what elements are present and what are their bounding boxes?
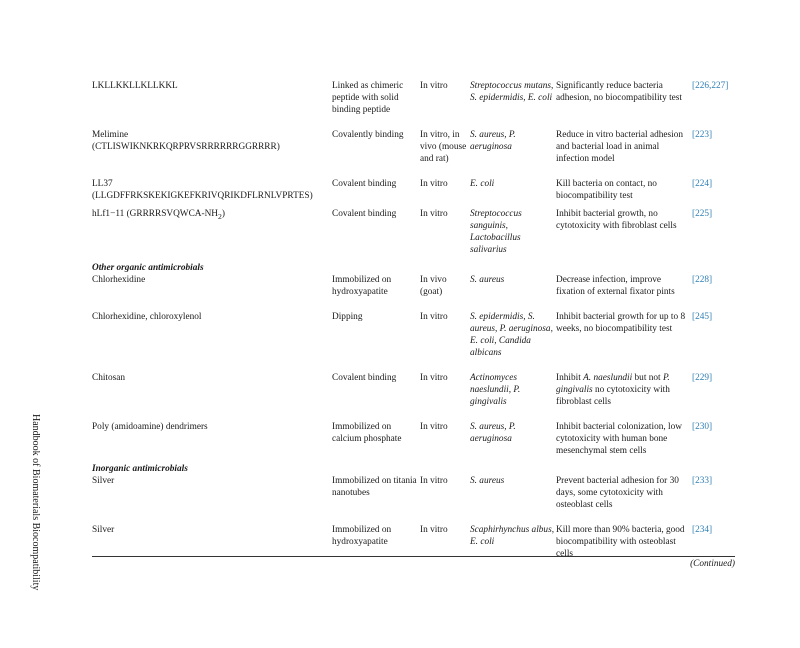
- agent-name: hLf1−11 (GRRRRSVQWCA-NH: [92, 209, 219, 219]
- table-row: [92, 372, 735, 421]
- method-cell: Linked as chimeric peptide with solid binding peptide: [332, 81, 404, 115]
- antimicrobial-table: [92, 80, 735, 560]
- agent-subscript: 2: [218, 211, 222, 221]
- method-cell: Immobilized on hydroxyapatite: [332, 525, 392, 547]
- agent-cell: [92, 208, 332, 262]
- section-heading-row: [92, 463, 735, 475]
- outcome-cell: Inhibit bacterial colonization, low cytotoxicity with human bone mesenchymal stem cells: [556, 422, 682, 456]
- table-row: [92, 524, 735, 560]
- reference-link[interactable]: [230]: [692, 422, 713, 432]
- method-cell: Immobilized on hydroxyapatite: [332, 275, 392, 297]
- model-cell: In vitro: [420, 179, 448, 189]
- table-row: [92, 208, 735, 262]
- organism-cell: S. aureus, P. aeruginosa: [470, 422, 516, 444]
- organism-cell: Actinomyces naeslundii, P. gingivalis: [470, 373, 521, 407]
- outcome-cell: Significantly reduce bacteria adhesion, no biocompatibility test: [556, 81, 683, 103]
- model-cell: In vitro: [420, 81, 448, 91]
- outcome-text: Inhibit: [556, 373, 584, 383]
- model-cell: In vitro: [420, 525, 448, 535]
- reference-link[interactable]: [245]: [692, 312, 713, 322]
- outcome-cell: Prevent bacterial adhesion for 30 days, some cytotoxicity with osteoblast cells: [556, 476, 679, 510]
- model-cell: In vivo (goat): [420, 275, 447, 297]
- section-heading-organic: Other organic antimicrobials: [92, 263, 204, 273]
- agent-name: Melimine: [92, 130, 129, 140]
- reference-link[interactable]: [226,227]: [692, 81, 729, 91]
- agent-cell: Silver: [92, 476, 115, 486]
- reference-link[interactable]: [224]: [692, 179, 713, 189]
- model-cell: In vitro: [420, 209, 448, 219]
- outcome-organism: P. gingivalis: [556, 373, 670, 395]
- agent-cell: [92, 178, 332, 208]
- outcome-cell: Reduce in vitro bacterial adhesion and bacterial load in animal infection model: [556, 130, 684, 164]
- agent-cell: Chlorhexidine: [92, 275, 146, 285]
- outcome-cell: Decrease infection, improve fixation of external fixator pints: [556, 275, 675, 297]
- model-cell: In vitro: [420, 373, 448, 383]
- outcome-cell: [556, 372, 692, 421]
- agent-cell: Poly (amidoamine) dendrimers: [92, 422, 208, 432]
- outcome-organism: A. naeslundii: [583, 373, 633, 383]
- model-cell: In vitro: [420, 422, 448, 432]
- agent-name: LL37: [92, 179, 113, 189]
- method-cell: Covalent binding: [332, 179, 397, 189]
- agent-sequence: (LLGDFFRKSKEKIGKEFKRIVQRIKDFLRNLVPRTES): [92, 191, 313, 201]
- section-heading-row: [92, 262, 735, 274]
- method-cell: Dipping: [332, 312, 363, 322]
- agent-cell: [92, 129, 332, 178]
- agent-sequence: (CTLISWIKNKRKQRPRVSRRRRRRGGRRRR): [92, 142, 280, 152]
- reference-link[interactable]: [225]: [692, 209, 713, 219]
- reference-link[interactable]: [234]: [692, 525, 713, 535]
- reference-link[interactable]: [228]: [692, 275, 713, 285]
- table-row: [92, 311, 735, 372]
- agent-cell: Chitosan: [92, 373, 126, 383]
- outcome-text: but not: [632, 373, 663, 383]
- method-cell: Covalently binding: [332, 130, 404, 140]
- running-head: Handbook of Biomaterials Biocompatibility: [30, 414, 41, 591]
- organism-cell: S. aureus: [470, 275, 505, 285]
- table-row: [92, 421, 735, 463]
- table-row: [92, 475, 735, 524]
- table-row: [92, 129, 735, 178]
- model-cell: In vitro, in vivo (mouse and rat): [420, 130, 467, 164]
- agent-tail: ): [221, 209, 226, 219]
- outcome-cell: Inhibit bacterial growth, no cytotoxicity with fibroblast cells: [556, 209, 677, 231]
- reference-link[interactable]: [229]: [692, 373, 713, 383]
- continued-note: (Continued): [690, 559, 735, 569]
- section-heading-inorganic: Inorganic antimicrobials: [92, 464, 188, 474]
- agent-cell: Chlorhexidine, chloroxylenol: [92, 312, 202, 322]
- table-row: [92, 274, 735, 311]
- reference-link[interactable]: [233]: [692, 476, 713, 486]
- organism-cell: Streptococcus mutans, S. epidermidis, E. coli: [470, 81, 554, 103]
- method-cell: Immobilized on titania nanotubes: [332, 476, 417, 498]
- model-cell: In vitro: [420, 476, 448, 486]
- organism-cell: Scaphirhynchus albus, E. coli: [470, 525, 555, 547]
- organism-cell: Streptococcus sanguinis, Lactobacillus salivarius: [470, 209, 522, 255]
- agent-cell: LKLLKKLLKLLKKL: [92, 81, 178, 91]
- table-bottom-rule: [92, 556, 735, 557]
- agent-cell: Silver: [92, 525, 115, 535]
- organism-cell: S. epidermidis, S. aureus, P. aeruginosa, E. coli, Candida albicans: [470, 312, 553, 358]
- organism-cell: E. coli: [470, 179, 495, 189]
- organism-cell: S. aureus: [470, 476, 505, 486]
- table-row: [92, 80, 735, 129]
- outcome-cell: Inhibit bacterial growth for up to 8 weeks, no biocompatibility test: [556, 312, 686, 334]
- outcome-cell: Kill bacteria on contact, no biocompatibility test: [556, 179, 657, 201]
- outcome-cell: Kill more than 90% bacteria, good biocompatibility with osteoblast cells: [556, 525, 685, 559]
- reference-link[interactable]: [223]: [692, 130, 713, 140]
- organism-cell: S. aureus, P. aeruginosa: [470, 130, 516, 152]
- method-cell: Covalent binding: [332, 209, 397, 219]
- outcome-text: no cytotoxicity with fibroblast cells: [556, 385, 670, 407]
- table-row: [92, 178, 735, 208]
- method-cell: Covalent binding: [332, 373, 397, 383]
- model-cell: In vitro: [420, 312, 448, 322]
- method-cell: Immobilized on calcium phosphate: [332, 422, 402, 444]
